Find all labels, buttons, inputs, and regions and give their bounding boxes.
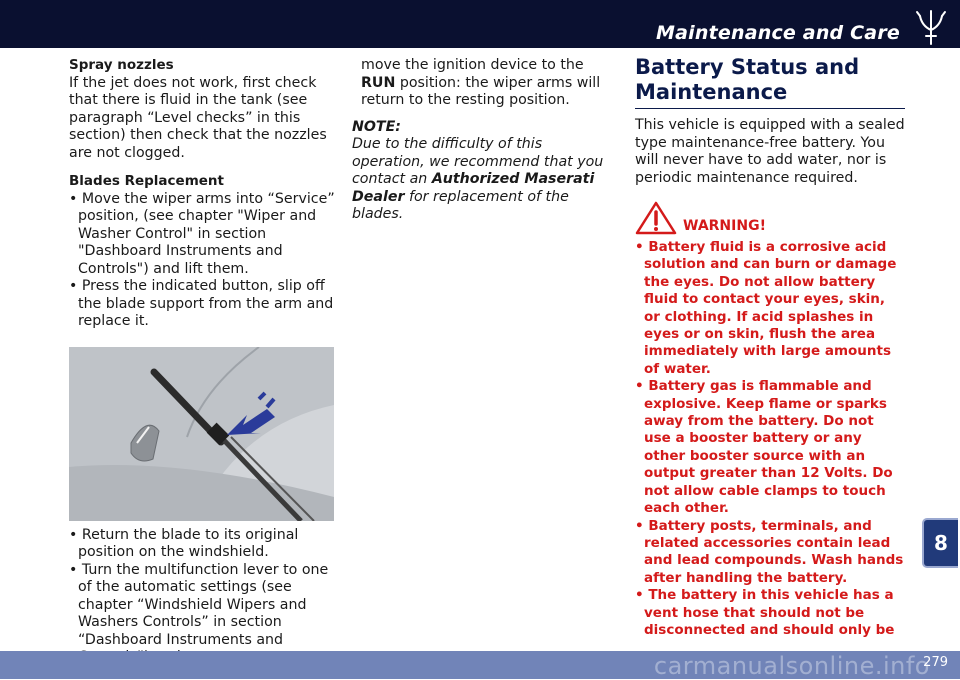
spray-nozzles-text: If the jet does not work, first check that there is fluid in the tank (see paragraph “Level checks” in this section) then check that the nozzles are not clogged. xyxy=(69,74,327,161)
warning-item: • Battery fluid is a corrosive acid solution and can burn or damage the eyes. Do not allow battery fluid to contact your eyes, skin, or clothing. If acid splashes in eyes or on skin, flush the area immediately with large amounts of water. xyxy=(635,239,897,377)
warning-item: • Battery gas is flammable and explosive. Keep flame or sparks away from the battery. Do not use a booster battery or any other booster source with an output greater than 12 Volts. Do not allow cable clamps to touch each other. xyxy=(635,378,893,517)
note-text: Due to the difficulty of this operation, we recommend that you contact an Authorized Maserati Dealer for replacement of the blades. xyxy=(352,136,604,222)
spray-nozzles-heading: Spray nozzles xyxy=(69,57,174,73)
title-divider xyxy=(635,108,905,109)
step-return-blade: • Return the blade to its original position on the windshield. xyxy=(69,526,299,560)
page-header xyxy=(0,0,960,48)
battery-section-title: Battery Status and Maintenance xyxy=(635,55,860,104)
dealer-name: Authorized Maserati Dealer xyxy=(352,171,595,205)
run-position-label: RUN xyxy=(361,74,396,91)
trident-icon xyxy=(914,10,948,46)
warning-item: • Battery posts, terminals, and related accessories contain lead and lead compounds. Wash hands after handling the battery. xyxy=(635,517,904,586)
warning-triangle-icon xyxy=(635,201,677,235)
step-turn-lever: • Turn the multifunction lever to one of the automatic settings (see chapter “Windshield Wipers and Washers Controls” in section “Dashboard Instruments and xyxy=(69,561,329,648)
chapter-tab[interactable]: 8 xyxy=(922,518,958,568)
warning-header xyxy=(635,201,905,235)
continued-text: move the ignition device to the RUN position: the wiper arms will return to the resting position. xyxy=(361,57,601,108)
step-service-position: • Move the wiper arms into “Service” position, (see chapter "Wiper and Washer Control" in section "Dashboard Instruments and Controls") and lift them. xyxy=(69,190,335,277)
warning-label: WARNING! xyxy=(683,217,766,234)
column-right xyxy=(635,55,905,639)
wiper-blade-illustration xyxy=(69,347,334,521)
blades-replacement-heading: Blades Replacement xyxy=(69,173,224,189)
note-label: NOTE: xyxy=(352,118,401,135)
warning-item: • The battery in this vehicle has a vent hose that should not be disconnected and should only be xyxy=(635,587,895,638)
section-title: Maintenance and Care xyxy=(656,22,900,44)
page-number: 279 xyxy=(923,655,948,670)
watermark-text: carmanualsonline.info xyxy=(653,652,930,680)
step-press-button: • Press the indicated button, slip off the blade support from the arm and replace it. xyxy=(69,278,334,329)
battery-intro: This vehicle is equipped with a sealed type maintenance-free battery. You will never have to add water, nor is periodic maintenance required. xyxy=(635,117,905,186)
column-left xyxy=(69,57,339,667)
column-middle xyxy=(352,57,617,224)
